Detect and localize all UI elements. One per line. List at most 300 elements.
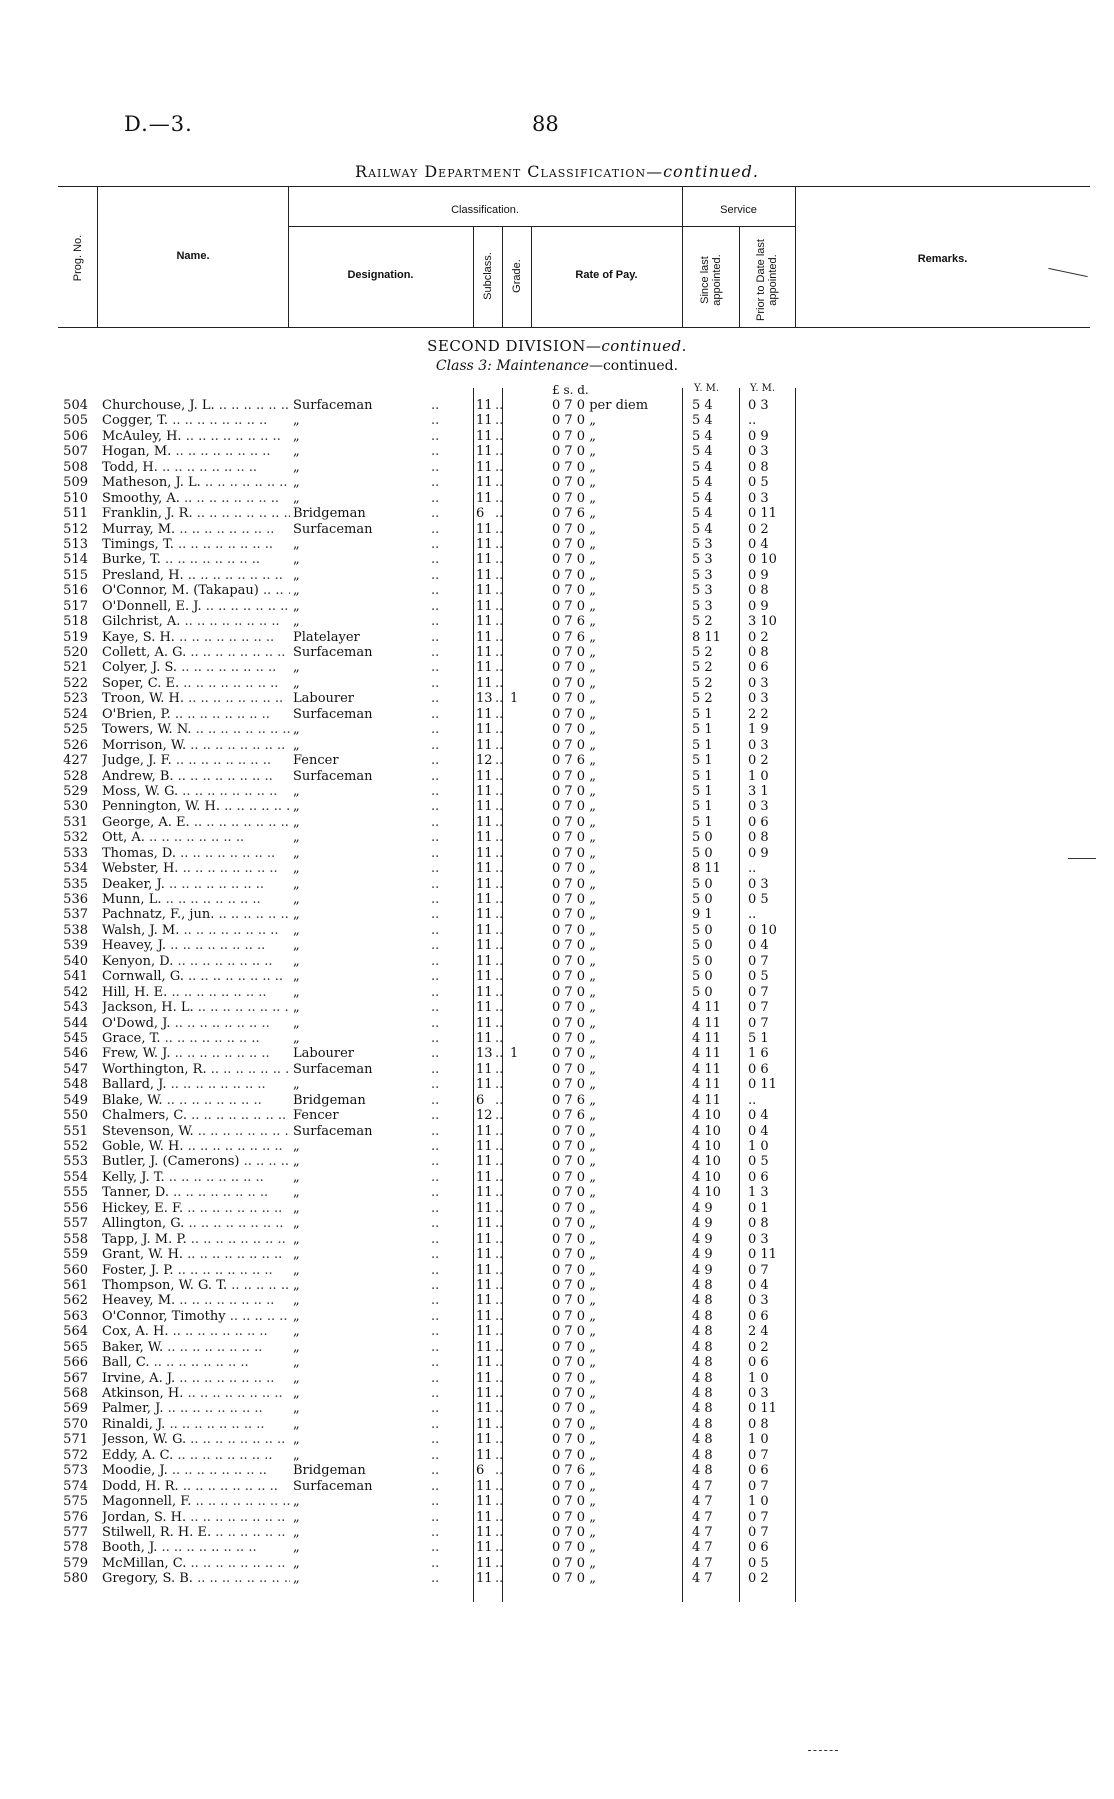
leader-dots: .. (495, 645, 504, 660)
prior-to-date: 0 5 (748, 1555, 769, 1571)
leader-dots: .. (495, 1308, 504, 1324)
since-last: 5 1 (692, 799, 713, 815)
leader-dots: .. (431, 876, 440, 892)
designation: „ (293, 1185, 300, 1201)
prior-to-date: 1 0 (748, 1494, 769, 1510)
since-last: 4 7 (692, 1571, 713, 1587)
prog-no: 556 (63, 1200, 88, 1216)
table-row (0, 892, 1114, 907)
subclass: 11 (476, 892, 493, 907)
rate-of-pay: 0 7 0 „ (552, 1540, 596, 1556)
leader-dots: .. (431, 737, 440, 753)
since-last: 5 0 (692, 845, 713, 861)
prog-no: 570 (63, 1416, 88, 1432)
since-last: 5 2 (692, 660, 713, 676)
since-last: 5 4 (692, 428, 713, 444)
since-last: 5 1 (692, 706, 713, 722)
subclass: 13 (476, 691, 493, 707)
designation: „ (293, 1401, 300, 1417)
prior-to-date: 0 4 (748, 1123, 769, 1139)
designation: „ (293, 1262, 300, 1278)
table-row (0, 522, 1114, 537)
subclass: 6 (476, 506, 485, 522)
designation: „ (293, 737, 300, 753)
subclass: 11 (476, 861, 493, 877)
prior-to-date: 0 6 (748, 1308, 769, 1324)
rate-of-pay: 0 7 0 „ (552, 1494, 596, 1510)
designation: „ (293, 413, 300, 429)
leader-dots: .. (431, 1000, 440, 1016)
leader-dots: .. (431, 506, 440, 522)
leader-dots: .. (431, 722, 440, 738)
subclass: 11 (476, 1524, 493, 1540)
prog-no: 540 (63, 953, 88, 969)
prior-to-date: 0 7 (748, 1262, 769, 1278)
since-last: 5 3 (692, 583, 713, 599)
subclass: 11 (476, 475, 493, 491)
staff-name: Stevenson, W. .. .. (102, 1124, 290, 1139)
prior-to-date: 0 6 (748, 1540, 769, 1556)
table-row (0, 799, 1114, 814)
staff-name: Kenyon, D. .. .. (102, 954, 290, 969)
subclass: 11 (476, 645, 493, 660)
since-last: 5 4 (692, 398, 713, 413)
prog-no: 571 (63, 1432, 88, 1448)
prior-to-date: 0 8 (748, 1216, 769, 1232)
leader-dots: .. (495, 799, 504, 815)
since-last: 4 8 (692, 1277, 713, 1293)
since-last: 4 10 (692, 1154, 721, 1170)
table-row (0, 753, 1114, 768)
subclass: 11 (476, 1293, 493, 1309)
leader-dots: .. (495, 1571, 504, 1587)
leader-dots: .. (495, 598, 504, 614)
prior-to-date: 0 4 (748, 1108, 769, 1124)
header-subclass: Subclass. (482, 252, 494, 300)
since-last: 5 1 (692, 722, 713, 738)
leader-dots: .. (495, 444, 504, 460)
rate-of-pay: 0 7 0 „ (552, 876, 596, 892)
since-last: 4 10 (692, 1169, 721, 1185)
staff-name: Churchouse, J. L. .. .. (102, 398, 290, 413)
prior-to-date: 0 3 (748, 1386, 769, 1401)
page-reference: D.—3. (124, 112, 193, 136)
prior-to-date: 0 2 (748, 629, 769, 645)
rate-of-pay: 0 7 0 „ (552, 1386, 596, 1401)
subclass: 11 (476, 814, 493, 830)
rate-of-pay: 0 7 0 „ (552, 1231, 596, 1247)
designation: Surfaceman (293, 398, 373, 413)
table-row (0, 1448, 1114, 1463)
rate-of-pay: 0 7 0 „ (552, 1370, 596, 1386)
since-last: 5 2 (692, 645, 713, 660)
rate-of-pay: 0 7 6 „ (552, 1108, 596, 1124)
table-row (0, 1401, 1114, 1416)
table-row (0, 969, 1114, 984)
leader-dots: .. (431, 552, 440, 568)
designation: „ (293, 1540, 300, 1556)
prog-no: 550 (63, 1108, 88, 1124)
prior-to-date: 0 6 (748, 660, 769, 676)
since-last: 5 1 (692, 768, 713, 784)
rate-of-pay: 0 7 0 „ (552, 830, 596, 846)
division-continued: continued. (601, 337, 687, 355)
leader-dots: .. (431, 413, 440, 429)
leader-dots: .. (495, 1216, 504, 1232)
leader-dots: .. (495, 722, 504, 738)
subclass: 11 (476, 1061, 493, 1077)
leader-dots: .. (495, 675, 504, 691)
rate-of-pay: 0 7 6 „ (552, 1092, 596, 1108)
table-row (0, 1278, 1114, 1293)
subclass: 11 (476, 1030, 493, 1046)
rate-of-pay: 0 7 0 „ (552, 1262, 596, 1278)
table-row (0, 1108, 1114, 1123)
designation: „ (293, 1447, 300, 1463)
designation: „ (293, 444, 300, 460)
staff-name: Cogger, T. .. .. (102, 413, 290, 428)
rate-of-pay: 0 7 0 „ (552, 1216, 596, 1232)
staff-name: Allington, G. .. .. (102, 1216, 290, 1231)
table-row (0, 1293, 1114, 1308)
prior-to-date: 0 7 (748, 1015, 769, 1031)
prog-no: 534 (63, 861, 88, 877)
staff-name: Foster, J. P. .. .. (102, 1263, 290, 1278)
prior-to-date: 0 10 (748, 922, 777, 938)
leader-dots: .. (495, 938, 504, 954)
table-row (0, 1463, 1114, 1478)
designation: „ (293, 1247, 300, 1263)
leader-dots: .. (431, 830, 440, 846)
leader-dots: .. (495, 969, 504, 985)
staff-name: Collett, A. G. .. .. (102, 645, 290, 660)
staff-name: Dodd, H. R. .. .. (102, 1479, 290, 1494)
designation: „ (293, 799, 300, 815)
prior-to-date: .. (748, 907, 757, 923)
subclass: 11 (476, 969, 493, 985)
table-row (0, 1571, 1114, 1586)
leader-dots: .. (495, 922, 504, 938)
prog-no: 575 (63, 1494, 88, 1510)
prog-no: 568 (63, 1386, 88, 1401)
since-last: 5 4 (692, 475, 713, 491)
staff-name: Grace, T. .. .. (102, 1031, 290, 1046)
subclass: 11 (476, 907, 493, 923)
prior-to-date: 0 3 (748, 444, 769, 460)
since-last: 4 11 (692, 1077, 721, 1093)
prior-to-date: 0 11 (748, 506, 777, 522)
rate-of-pay: 0 7 0 „ (552, 1247, 596, 1263)
leader-dots: .. (431, 1494, 440, 1510)
table-row (0, 429, 1114, 444)
designation: „ (293, 984, 300, 1000)
table-row (0, 475, 1114, 490)
title-continued: continued. (663, 162, 759, 181)
since-last: 4 11 (692, 1030, 721, 1046)
margin-mark (1068, 858, 1096, 859)
table-row (0, 444, 1114, 459)
prior-to-date: 0 6 (748, 1463, 769, 1479)
since-last: 5 0 (692, 953, 713, 969)
leader-dots: .. (431, 845, 440, 861)
prog-no: 427 (63, 753, 88, 769)
prog-no: 514 (63, 552, 88, 568)
leader-dots: .. (495, 892, 504, 907)
subclass: 11 (476, 444, 493, 460)
since-last: 5 0 (692, 938, 713, 954)
leader-dots: .. (495, 536, 504, 552)
leader-dots: .. (495, 1478, 504, 1494)
subclass: 11 (476, 459, 493, 475)
designation: „ (293, 783, 300, 799)
header-top-rule (58, 186, 1090, 187)
table-row (0, 583, 1114, 598)
since-last: 4 10 (692, 1108, 721, 1124)
rate-of-pay: 0 7 0 „ (552, 1308, 596, 1324)
since-last: 4 9 (692, 1247, 713, 1263)
subclass: 11 (476, 984, 493, 1000)
since-last: 4 9 (692, 1216, 713, 1232)
designation: „ (293, 876, 300, 892)
since-last: 4 10 (692, 1123, 721, 1139)
rate-of-pay: 0 7 0 „ (552, 907, 596, 923)
leader-dots: .. (431, 567, 440, 583)
prog-no: 567 (63, 1370, 88, 1386)
prog-no: 513 (63, 536, 88, 552)
since-last: 4 8 (692, 1447, 713, 1463)
table-row (0, 769, 1114, 784)
since-last: 5 4 (692, 490, 713, 506)
rate-of-pay: 0 7 0 „ (552, 583, 596, 599)
staff-name: Soper, C. E. .. .. (102, 676, 290, 691)
table-row (0, 398, 1114, 413)
rate-of-pay: 0 7 0 „ (552, 1015, 596, 1031)
staff-name: Timings, T. .. .. (102, 537, 290, 552)
subclass: 11 (476, 1401, 493, 1417)
prog-no: 580 (63, 1571, 88, 1587)
table-row (0, 877, 1114, 892)
rate-of-pay: 0 7 0 per diem (552, 398, 649, 413)
leader-dots: .. (495, 1231, 504, 1247)
prog-no: 512 (63, 521, 88, 537)
title-main: Railway Department Classification— (355, 162, 664, 181)
table-row (0, 738, 1114, 753)
margin-mark (808, 1750, 838, 1751)
designation: Fencer (293, 1108, 339, 1124)
prior-to-date: 2 4 (748, 1324, 769, 1340)
leader-dots: .. (431, 1386, 440, 1401)
prog-no: 554 (63, 1169, 88, 1185)
designation: Surfaceman (293, 1478, 373, 1494)
prior-to-date: 0 2 (748, 1339, 769, 1355)
prior-to-date: 0 3 (748, 675, 769, 691)
leader-dots: .. (495, 814, 504, 830)
leader-dots: .. (431, 1324, 440, 1340)
header-classification: Classification. (451, 204, 519, 216)
staff-name: Tapp, J. M. P. .. .. (102, 1232, 290, 1247)
staff-name: O'Dowd, J. .. .. (102, 1016, 290, 1031)
subclass: 11 (476, 938, 493, 954)
designation: „ (293, 1015, 300, 1031)
prog-no: 549 (63, 1092, 88, 1108)
rate-of-pay: 0 7 0 „ (552, 552, 596, 568)
rate-of-pay: 0 7 0 „ (552, 814, 596, 830)
since-last: 4 8 (692, 1370, 713, 1386)
rate-of-pay: 0 7 0 „ (552, 1432, 596, 1448)
prog-no: 526 (63, 737, 88, 753)
since-last: 5 4 (692, 506, 713, 522)
table-row (0, 1185, 1114, 1200)
table-row (0, 722, 1114, 737)
prog-no: 516 (63, 583, 88, 599)
table-row (0, 1417, 1114, 1432)
leader-dots: .. (495, 706, 504, 722)
prior-to-date: 3 1 (748, 783, 769, 799)
leader-dots: .. (495, 753, 504, 769)
designation: Labourer (293, 1046, 355, 1062)
prog-no: 508 (63, 459, 88, 475)
staff-name: Heavey, J. .. .. (102, 938, 290, 953)
table-row (0, 1540, 1114, 1555)
designation: „ (293, 1000, 300, 1016)
prior-to-date: 0 2 (748, 521, 769, 537)
prior-to-date: 0 4 (748, 938, 769, 954)
since-last: 5 1 (692, 814, 713, 830)
prog-no: 539 (63, 938, 88, 954)
subclass: 11 (476, 660, 493, 676)
subclass: 11 (476, 1386, 493, 1401)
since-last: 5 4 (692, 521, 713, 537)
designation: „ (293, 1386, 300, 1401)
leader-dots: .. (495, 830, 504, 846)
since-last: 4 8 (692, 1339, 713, 1355)
since-last: 4 9 (692, 1262, 713, 1278)
table-row (0, 1525, 1114, 1540)
rate-of-pay: 0 7 0 „ (552, 567, 596, 583)
prog-no: 519 (63, 629, 88, 645)
leader-dots: .. (431, 675, 440, 691)
table-row (0, 1386, 1114, 1401)
subclass: 11 (476, 1216, 493, 1232)
table-row (0, 599, 1114, 614)
subclass: 11 (476, 876, 493, 892)
subclass: 11 (476, 830, 493, 846)
prior-to-date: 1 9 (748, 722, 769, 738)
table-row (0, 1247, 1114, 1262)
leader-dots: .. (495, 490, 504, 506)
designation: „ (293, 1030, 300, 1046)
since-last: 5 0 (692, 892, 713, 907)
rate-of-pay: 0 7 0 „ (552, 799, 596, 815)
subclass: 11 (476, 1555, 493, 1571)
since-last: 4 8 (692, 1432, 713, 1448)
designation: Surfaceman (293, 521, 373, 537)
subclass: 12 (476, 753, 493, 769)
staff-name: Heavey, M. .. .. (102, 1293, 290, 1308)
subclass: 11 (476, 1185, 493, 1201)
since-last: 4 11 (692, 1015, 721, 1031)
rate-of-pay: 0 7 0 „ (552, 536, 596, 552)
subclass: 11 (476, 413, 493, 429)
subclass: 11 (476, 845, 493, 861)
staff-name: Frew, W. J. .. .. (102, 1046, 290, 1061)
pay-units: £ s. d. (552, 383, 589, 397)
staff-name: Walsh, J. M. .. .. (102, 923, 290, 938)
staff-name: Chalmers, C. .. .. (102, 1108, 290, 1123)
leader-dots: .. (495, 1108, 504, 1124)
subclass: 11 (476, 1169, 493, 1185)
leader-dots: .. (431, 799, 440, 815)
prog-no: 545 (63, 1030, 88, 1046)
designation: „ (293, 536, 300, 552)
subclass: 11 (476, 1540, 493, 1556)
prior-to-date: 1 0 (748, 1139, 769, 1154)
table-row (0, 1000, 1114, 1015)
header-prog-no: Prog. No. (72, 234, 84, 282)
table-row (0, 413, 1114, 428)
staff-name: Pachnatz, F., jun. .. .. (102, 907, 290, 922)
leader-dots: .. (431, 398, 440, 413)
designation: „ (293, 490, 300, 506)
staff-name: Cornwall, G. .. .. (102, 969, 290, 984)
prior-to-date: 0 8 (748, 583, 769, 599)
prog-no: 551 (63, 1123, 88, 1139)
designation: „ (293, 814, 300, 830)
since-last: 4 8 (692, 1416, 713, 1432)
designation: „ (293, 1355, 300, 1371)
leader-dots: .. (495, 1000, 504, 1016)
designation: „ (293, 907, 300, 923)
subclass: 11 (476, 398, 493, 413)
prog-no: 559 (63, 1247, 88, 1263)
table-row (0, 846, 1114, 861)
prog-no: 532 (63, 830, 88, 846)
staff-name: Ballard, J. .. .. (102, 1077, 290, 1092)
rate-of-pay: 0 7 0 „ (552, 1030, 596, 1046)
designation: „ (293, 1277, 300, 1293)
table-row (0, 1556, 1114, 1571)
rate-of-pay: 0 7 0 „ (552, 1077, 596, 1093)
subclass: 11 (476, 552, 493, 568)
table-row (0, 1201, 1114, 1216)
staff-name: Moss, W. G. .. .. (102, 784, 290, 799)
leader-dots: .. (495, 1463, 504, 1479)
prior-to-date: 0 3 (748, 737, 769, 753)
prior-to-date: 0 3 (748, 490, 769, 506)
leader-dots: .. (431, 1355, 440, 1371)
staff-name: McAuley, H. .. .. (102, 429, 290, 444)
leader-dots: .. (495, 567, 504, 583)
prior-to-date: 1 3 (748, 1185, 769, 1201)
since-last: 4 11 (692, 1061, 721, 1077)
prog-no: 511 (63, 506, 88, 522)
prior-to-date: 0 2 (748, 1571, 769, 1587)
leader-dots: .. (495, 614, 504, 630)
prior-to-date: 2 2 (748, 706, 769, 722)
designation: „ (293, 1308, 300, 1324)
subclass: 6 (476, 1092, 485, 1108)
designation: Surfaceman (293, 645, 373, 660)
header-grade: Grade. (511, 259, 523, 293)
table-row (0, 985, 1114, 1000)
since-last: 5 1 (692, 753, 713, 769)
prior-to-date: 0 1 (748, 1200, 769, 1216)
since-last: 5 0 (692, 830, 713, 846)
rate-of-pay: 0 7 0 „ (552, 1401, 596, 1417)
leader-dots: .. (431, 1524, 440, 1540)
staff-name: Hickey, E. F. .. .. (102, 1201, 290, 1216)
prog-no: 509 (63, 475, 88, 491)
